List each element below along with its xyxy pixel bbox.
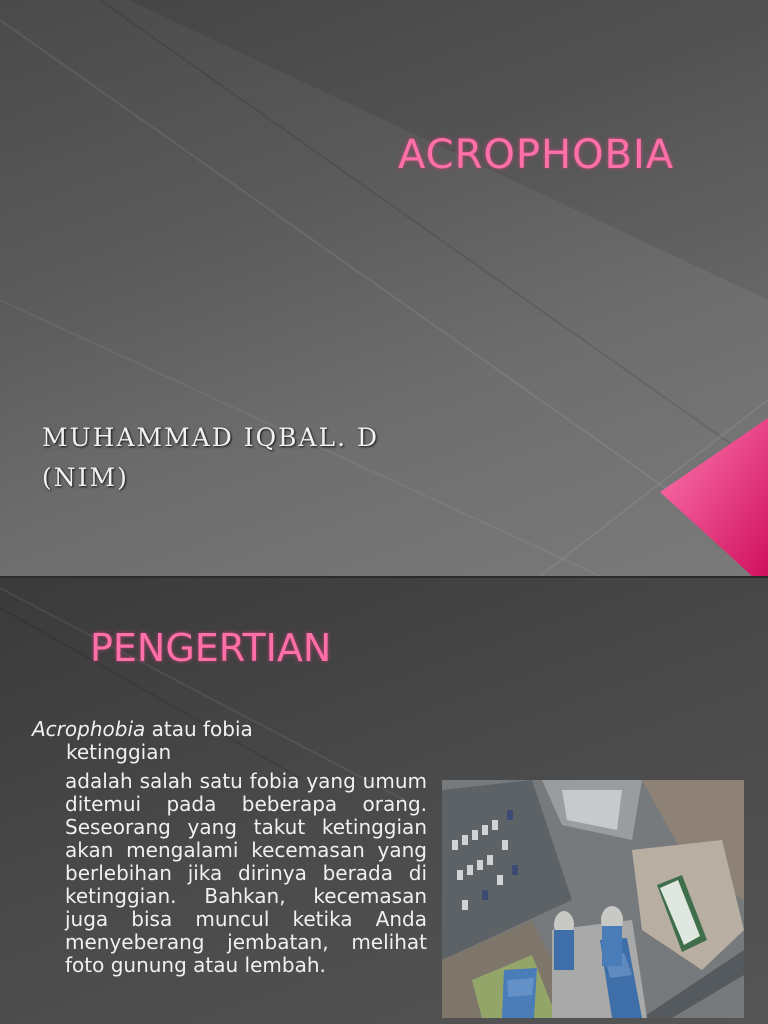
author-id: (NIM) — [42, 463, 129, 492]
intro-paragraph — [32, 718, 332, 764]
intro-continuation: ketinggian — [66, 740, 172, 764]
section-title: PENGERTIAN — [90, 626, 332, 670]
slide-title: ACROPHOBIA — [398, 132, 675, 178]
term-italic: Acrophobia — [32, 717, 146, 741]
intro-text: atau fobia — [145, 717, 253, 741]
aerial-city-photo — [442, 780, 744, 1018]
content-slide — [0, 578, 768, 1024]
author-name: MUHAMMAD IQBAL. D — [42, 423, 380, 452]
author-block — [42, 418, 379, 498]
definition-paragraph: adalah salah satu fobia yang umum ditemui pada beberapa orang. Seseorang yang takut ketinggian akan mengalami kecemasan yang berlebihan jika dirinya berada di ketinggian. Bahkan, kecemasan juga bisa muncul ketika Anda menyeberang jembatan, melihat foto gunung atau lembah. — [65, 769, 427, 977]
